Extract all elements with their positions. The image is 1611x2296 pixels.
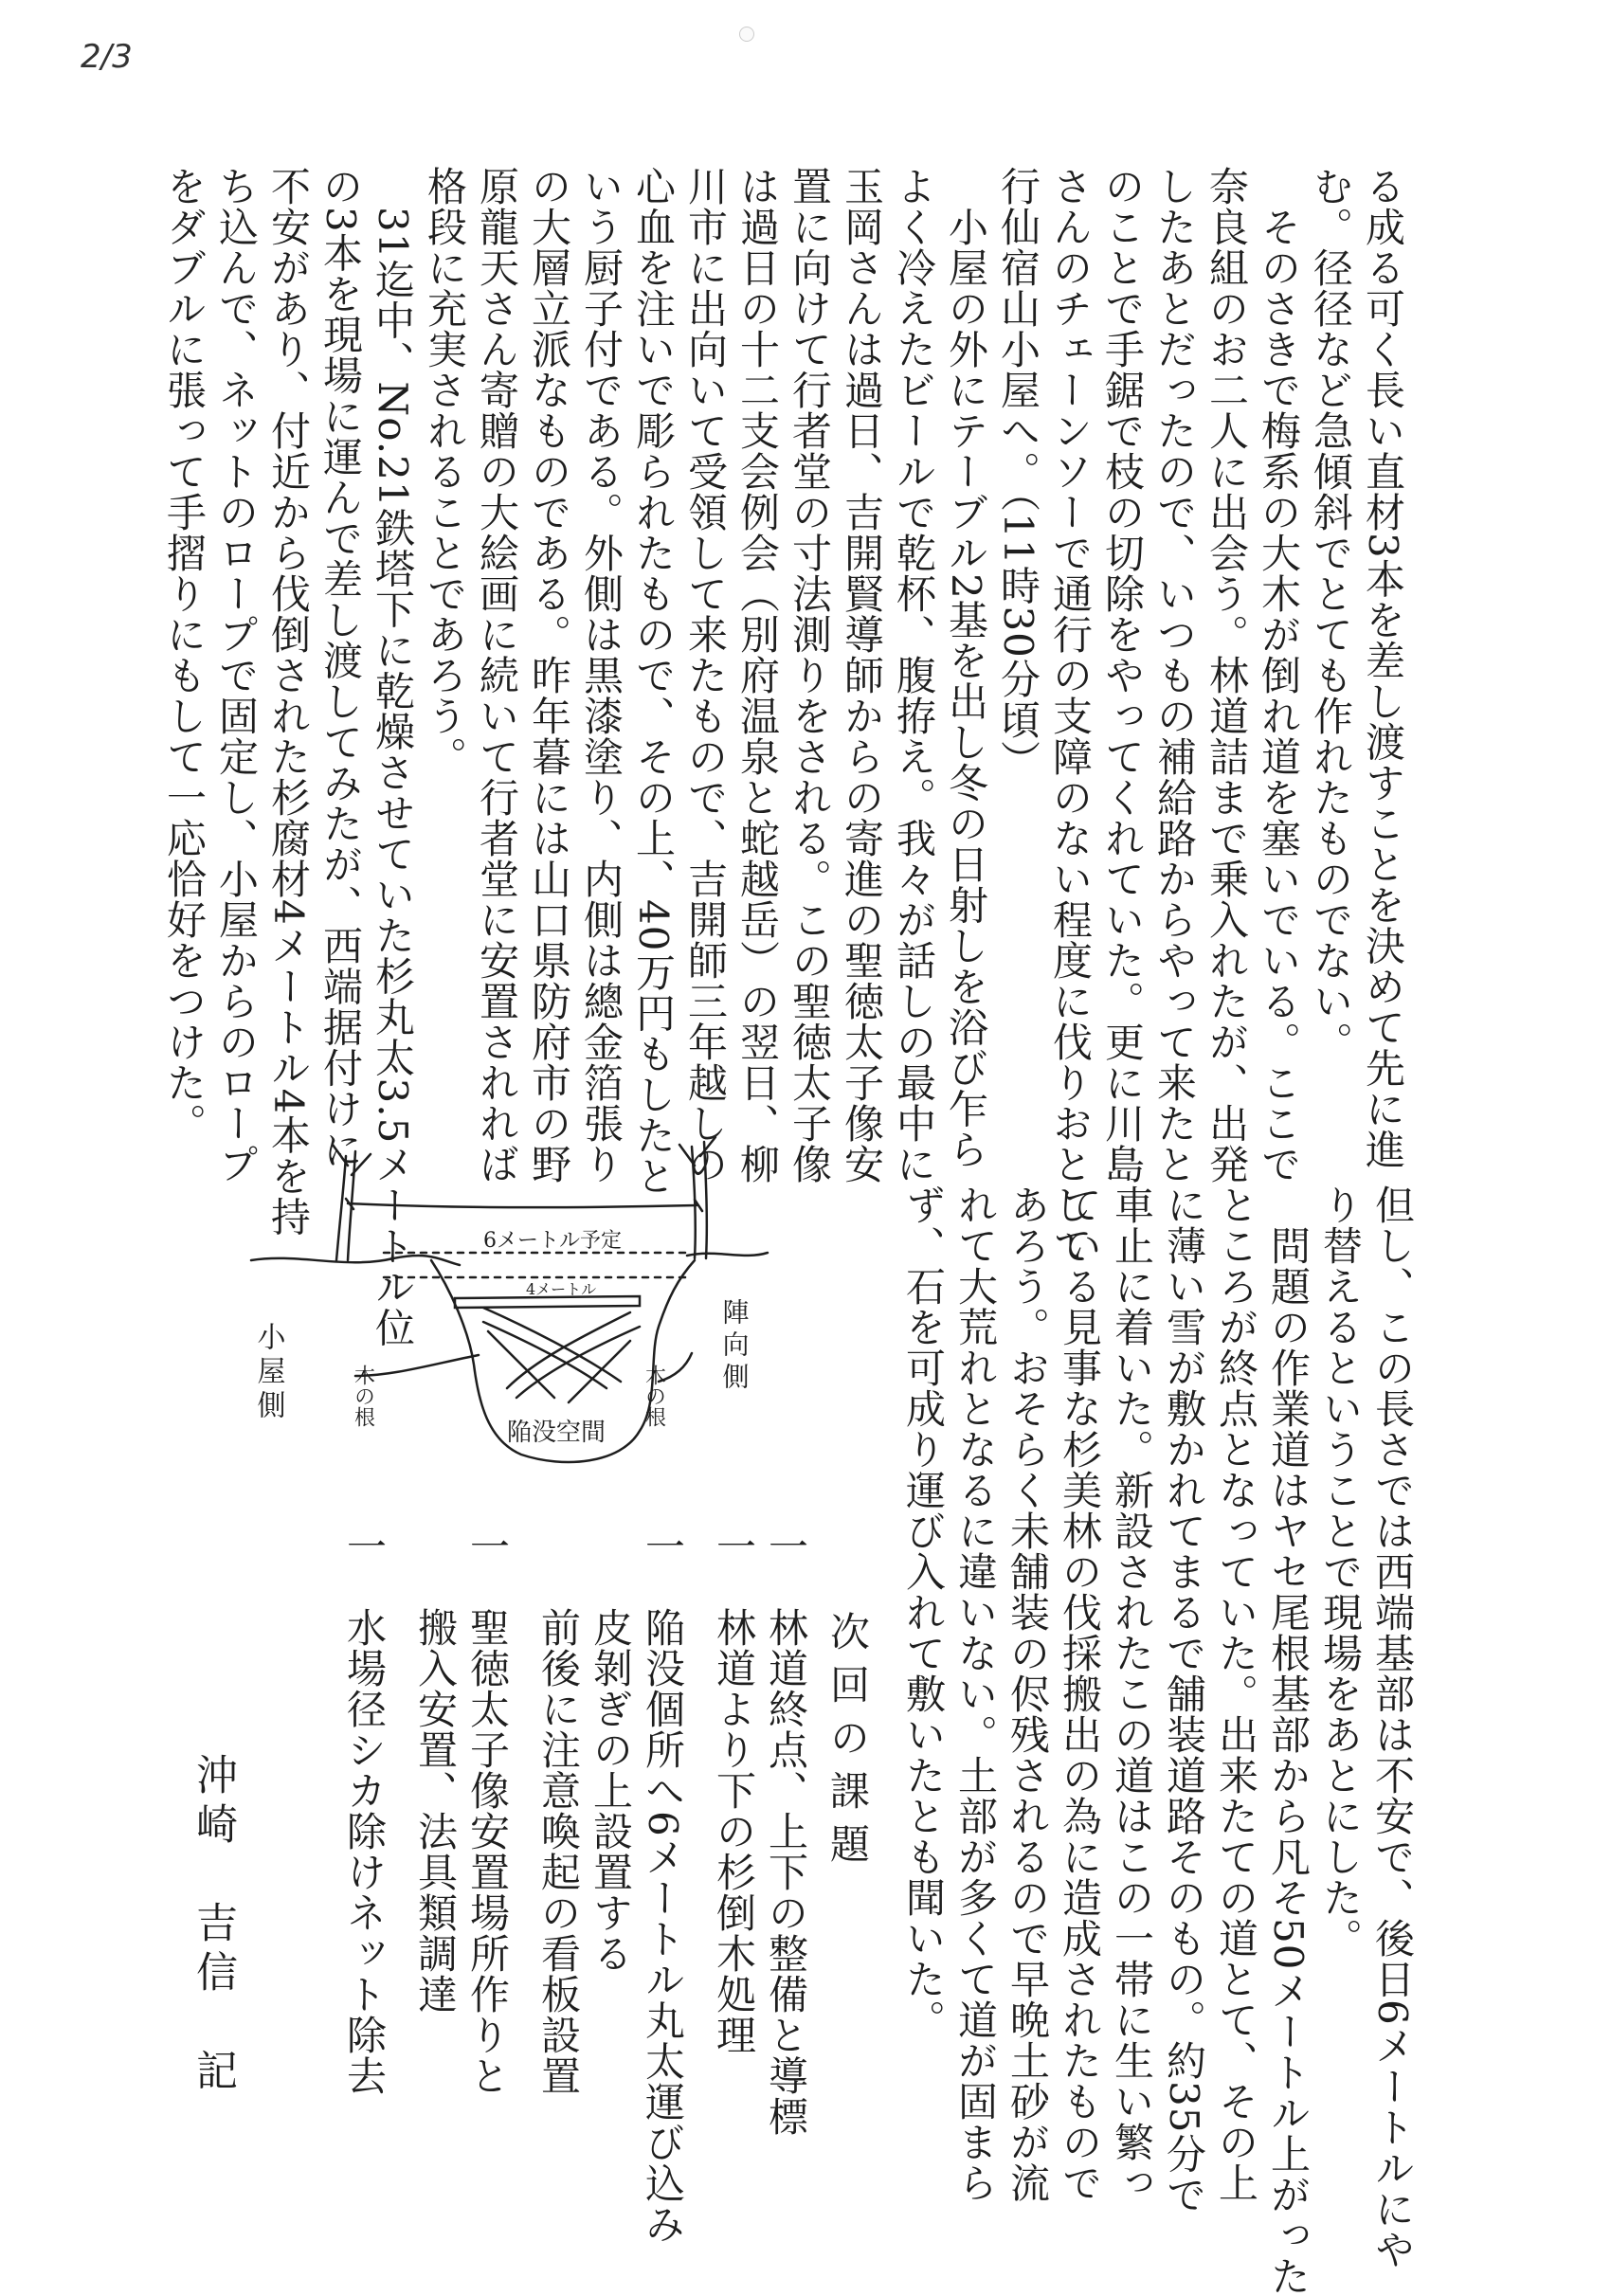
text-line: に薄い雪が敷かれてまるで舗装道路そのもの。約35分で bbox=[1161, 1184, 1207, 2215]
text-line: 奈良組のお二人に出会う。林道詰まで乗入れたが、出発 bbox=[1204, 166, 1250, 1184]
punch-hole-top bbox=[739, 27, 754, 42]
cross-section-sketch bbox=[242, 1128, 772, 1526]
label-four-meter: 4メートル bbox=[526, 1280, 597, 1298]
text-line: をダブルに張って手摺りにもして一応恰好をつけた。 bbox=[161, 166, 208, 1144]
text-line: あろう。おそらく未舗装の侭残されるので早晩土砂が流 bbox=[1005, 1184, 1051, 2203]
text-line: したあとだったので、いつもの補給路からやって来たと bbox=[1151, 166, 1198, 1184]
text-line: 但し、この長さでは西端基部は不安で、後日6メートルにや bbox=[1369, 1184, 1416, 2270]
text-line: り替えるということで現場をあとにした。 bbox=[1317, 1184, 1364, 1959]
label-root-right: 木の根 bbox=[642, 1365, 666, 1427]
text-line: ところが終点となっていた。出来たての道とて、その上 bbox=[1213, 1184, 1259, 2203]
text-line: 問題の作業道はヤセ尾根基部から凡そ50メートル上がった bbox=[1265, 1184, 1312, 2296]
label-root-left: 木の根 bbox=[351, 1365, 375, 1427]
text-line: 車止に着いた。新設されたこの道はこの一帯に生い繁っ bbox=[1109, 1184, 1155, 2203]
text-line: る成る可く長い直材3本を差し渡すことを決めて先に進 bbox=[1360, 166, 1406, 1170]
next-tasks-heading: 次回の課題 bbox=[824, 1611, 871, 1876]
text-line: の大層立派なものである。昨年暮には山口県防府市の野 bbox=[526, 166, 572, 1184]
label-opposite-side: 陣向側 bbox=[718, 1298, 751, 1395]
label-cave-in: 陥没空間 bbox=[507, 1419, 606, 1447]
text-line: 置に向けて行者堂の寸法測りをされる。この聖徳太子像 bbox=[787, 166, 833, 1184]
text-line: 31迄中、No.21鉄塔下に乾燥させていた杉丸太3.5メートル位 bbox=[370, 166, 416, 1348]
task-item: 一 林道終点、上下の整備と導標 bbox=[763, 1526, 809, 2137]
text-line: 心血を注いで彫られたもので、その上、40万円もしたと bbox=[630, 166, 677, 1197]
text-line: よく冷えたビールで乾杯、腹拵え。我々が話しの最中に bbox=[891, 166, 937, 1184]
text-line: ず、石を可成り運び入れて敷いたとも聞いた。 bbox=[900, 1184, 947, 2040]
text-line: む。径径など急傾斜でとても作れたものでない。 bbox=[1308, 166, 1354, 1062]
task-item: 一 林道より下の杉倒木処理 bbox=[711, 1526, 757, 2055]
text-line: いう厨子付である。外側は黒漆塗り、内側は總金箔張り bbox=[578, 166, 624, 1184]
text-line: 格段に充実されることであろう。 bbox=[422, 166, 468, 777]
label-hut-side: 小屋側 bbox=[251, 1322, 285, 1424]
label-six-meter: 6メートル予定 bbox=[483, 1229, 622, 1253]
text-line: そのさきで梅系の大木が倒れ道を塞いでいる。ここで bbox=[1256, 166, 1302, 1184]
task-item: 一 陥没個所へ6メートル丸太運び込み bbox=[640, 1526, 686, 2245]
text-line: のことで手鋸で枝の切除をやってくれていた。更に川島 bbox=[1099, 166, 1146, 1184]
text-line: さんのチェーンソーで通行の支障のない程度に伐りおとして bbox=[1047, 166, 1094, 1266]
task-item: 前後に注意喚起の看板設置 bbox=[535, 1526, 582, 2096]
task-item: 皮剝ぎの上設置する bbox=[588, 1526, 634, 1974]
page-number: 2/3 bbox=[81, 38, 133, 76]
text-line: 行仙宿山小屋へ。（11時30分頃） bbox=[995, 166, 1041, 781]
text-line: の3本を現場に運んで差し渡してみたが、西端据付けに bbox=[317, 166, 364, 1170]
text-line: 川市に出向いて受領して来たもので、吉開師三年越しの bbox=[682, 166, 729, 1184]
text-line: 玉岡さんは過日、吉開賢導師からの寄進の聖徳太子像安 bbox=[839, 166, 885, 1184]
task-item: 搬入安置、法具類調達 bbox=[412, 1526, 459, 2015]
task-item: 一 水場径シカ除けネット除去 bbox=[341, 1526, 388, 2096]
author-signature: 沖崎 吉信 記 bbox=[189, 1753, 237, 2098]
text-line: 小屋の外にテーブル2基を出し冬の日射しを浴び乍ら bbox=[943, 166, 989, 1170]
text-line: 原龍天さん寄贈の大絵画に続いて行者堂に安置されれば bbox=[474, 166, 520, 1184]
text-line: は過日の十二支会例会（別府温泉と蛇越岳）の翌日、柳 bbox=[734, 166, 781, 1184]
text-line: ている見事な杉美林の伐採搬出の為に造成されたもので bbox=[1057, 1184, 1103, 2203]
text-line: ち込んで、ネットのロープで固定し、小屋からのロープ bbox=[213, 166, 260, 1184]
text-line: 不安があり、付近から伐倒された杉腐材4メートル4本を持 bbox=[265, 166, 312, 1238]
task-item: 一 聖徳太子像安置場所作りと bbox=[464, 1526, 511, 2096]
text-line: れて大荒れとなるに違いない。土部が多くて道が固まら bbox=[952, 1184, 999, 2203]
